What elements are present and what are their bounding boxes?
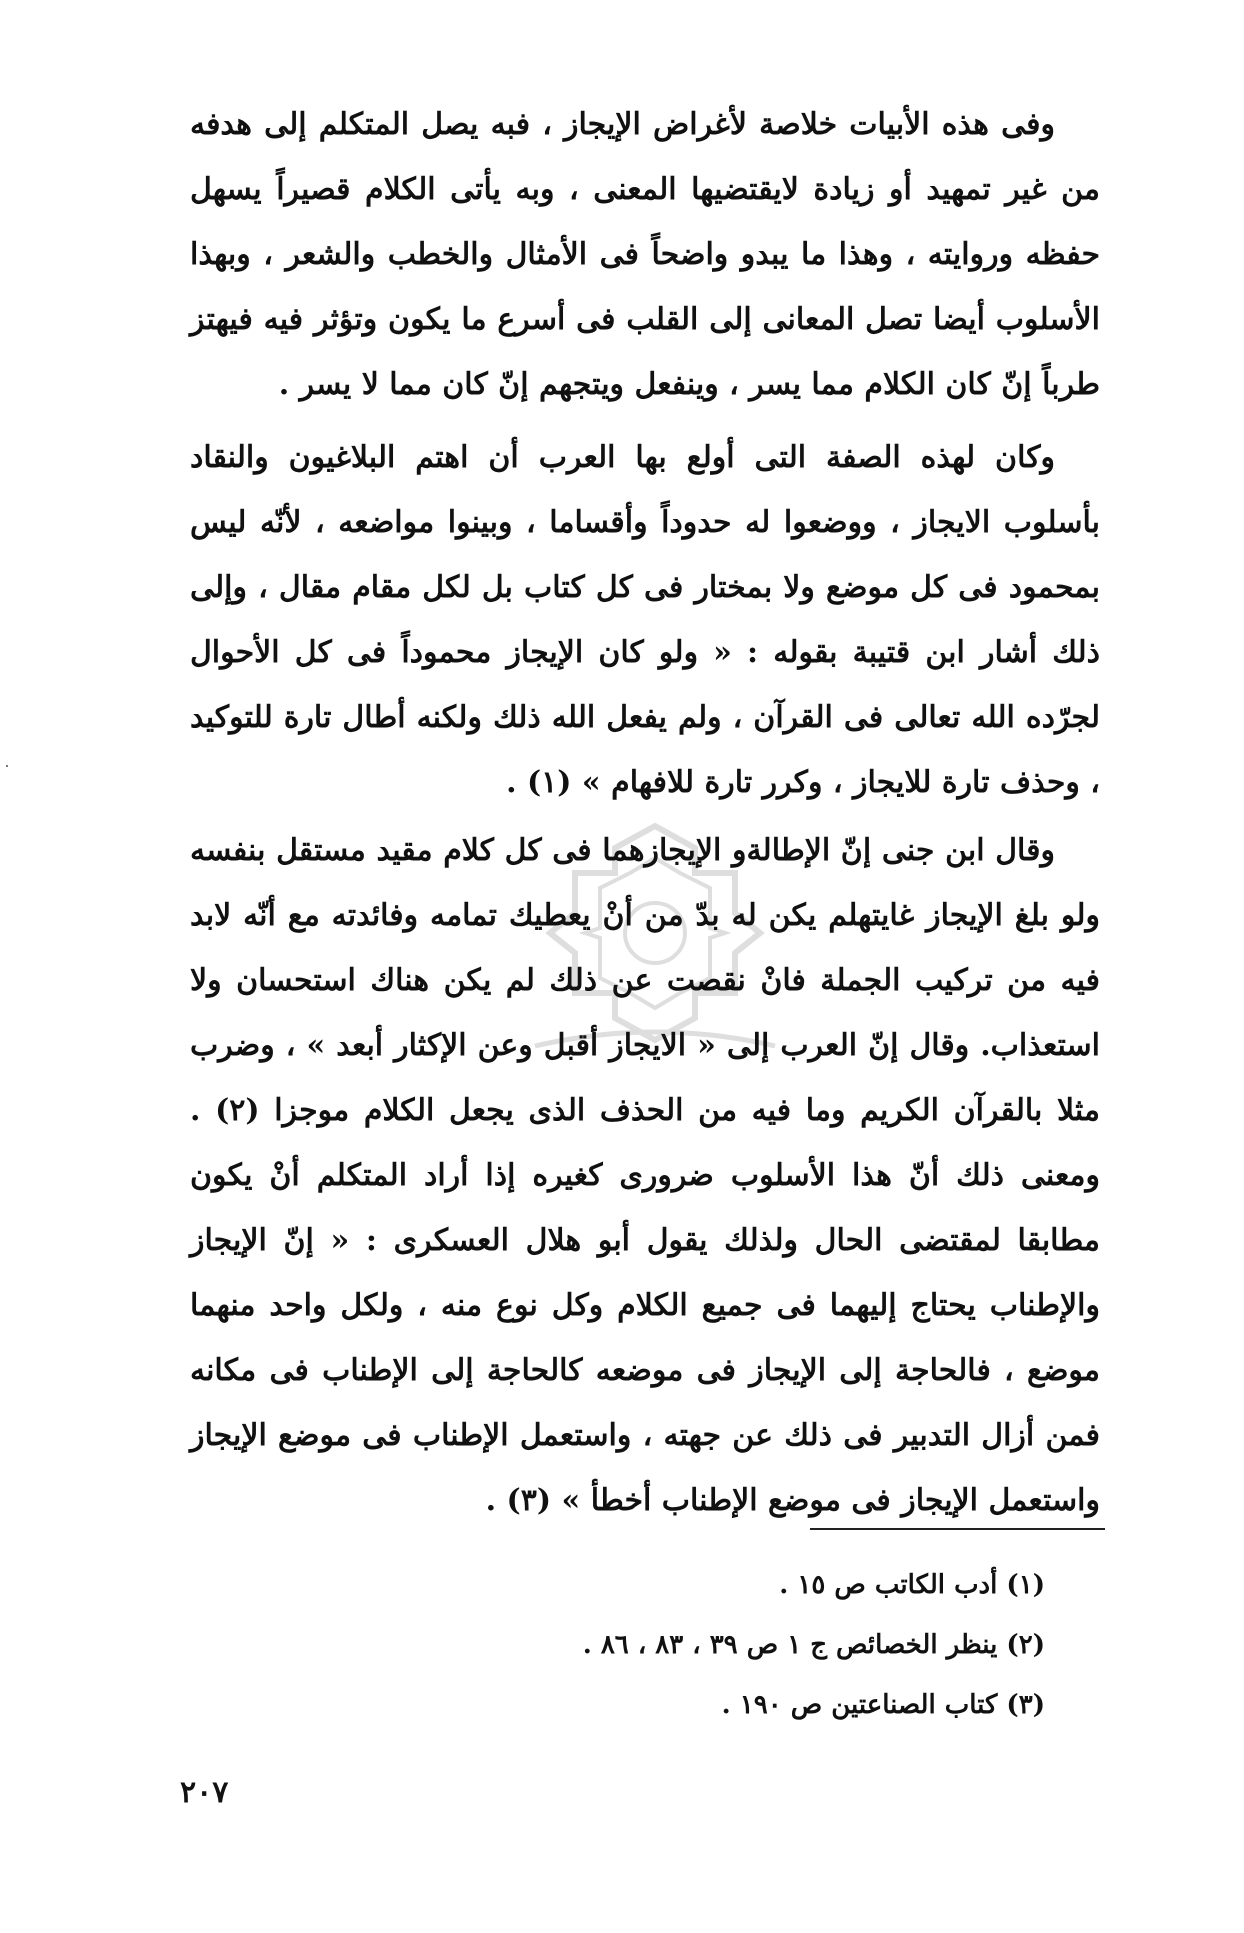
footnote-divider [810,1528,1105,1530]
scan-speck [6,765,8,767]
footnote-1: (١) أدب الكاتب ص ١٥ . [779,1570,1045,1600]
footnote-2: (٢) ينظر الخصائص ج ١ ص ٣٩ ، ٨٣ ، ٨٦ . [582,1630,1045,1660]
body-text [190,818,1100,1533]
paragraph-3: وقال ابن جنى إنّ الإطالةو الإيجازهما فى كل كلام مقيد مستقل بنفسه ولو بلغ الإيجاز غايتهلم يكن له بدّ من أنْ يعطيك تمامه وفائدته مع أنّه لابد فيه من تركيب الجملة فانْ نقصت عن ذلك لم يكن هناك استحسان ولا استعذاب. وقال إنّ العرب إلى « الايجاز أقبل وعن الإكثار أبعد » ، وضرب مثلا بالقرآن الكريم وما فيه من الحذف الذى يجعل الكلام موجزا (٢) . ومعنى ذلك أنّ هذا الأسلوب ضرورى كغيره إذا أراد المتكلم أنْ يكون مطابقا لمقتضى الحال ولذلك يقول أبو هلال العسكرى : « إنّ الإيجاز والإطناب يحتاج إليهما فى جميع الكلام وكل نوع منه ، ولكل واحد منهما موضع ، فالحاجة إلى الإيجاز فى موضعه كالحاجة إلى الإطناب فى مكانه فمن أزال التدبير فى ذلك عن جهته ، واستعمل الإطناب فى موضع الإيجاز واستعمل الإيجاز فى موضع الإطناب أخطأ » (٣) . [190,833,1100,1518]
footnotes [440,1555,1045,1735]
body-text [190,92,1100,417]
paragraph-1: وفى هذه الأبيات خلاصة لأغراض الإيجاز ، فبه يصل المتكلم إلى هدفه من غير تمهيد أو زيادة لايقتضيها المعنى ، وبه يأتى الكلام قصيراً يسهل حفظه وروايته ، وهذا ما يبدو واضحاً فى الأمثال والخطب والشعر ، وبهذا الأسلوب أيضا تصل المعانى إلى القلب فى أسرع ما يكون وتؤثر فيه فيهتز طرباً إنّ كان الكلام مما يسر ، وينفعل ويتجهم إنّ كان مما لا يسر . [190,107,1100,402]
page-number: ٢٠٧ [180,1775,229,1810]
paragraph-2: وكان لهذه الصفة التى أولع بها العرب أن اهتم البلاغيون والنقاد بأسلوب الايجاز ، ووضعوا له حدوداً وأقساما ، وبينوا مواضعه ، لأنّه ليس بمحمود فى كل موضع ولا بمختار فى كل كتاب بل لكل مقام مقال ، وإلى ذلك أشار ابن قتيبة بقوله : « ولو كان الإيجاز محموداً فى كل الأحوال لجرّده الله تعالى فى القرآن ، ولم يفعل الله ذلك ولكنه أطال تارة للتوكيد ، وحذف تارة للايجاز ، وكرر تارة للافهام » (١) . [190,440,1101,800]
footnote-3: (٣) كتاب الصناعتين ص ١٩٠ . [721,1690,1045,1720]
body-text [190,425,1100,815]
